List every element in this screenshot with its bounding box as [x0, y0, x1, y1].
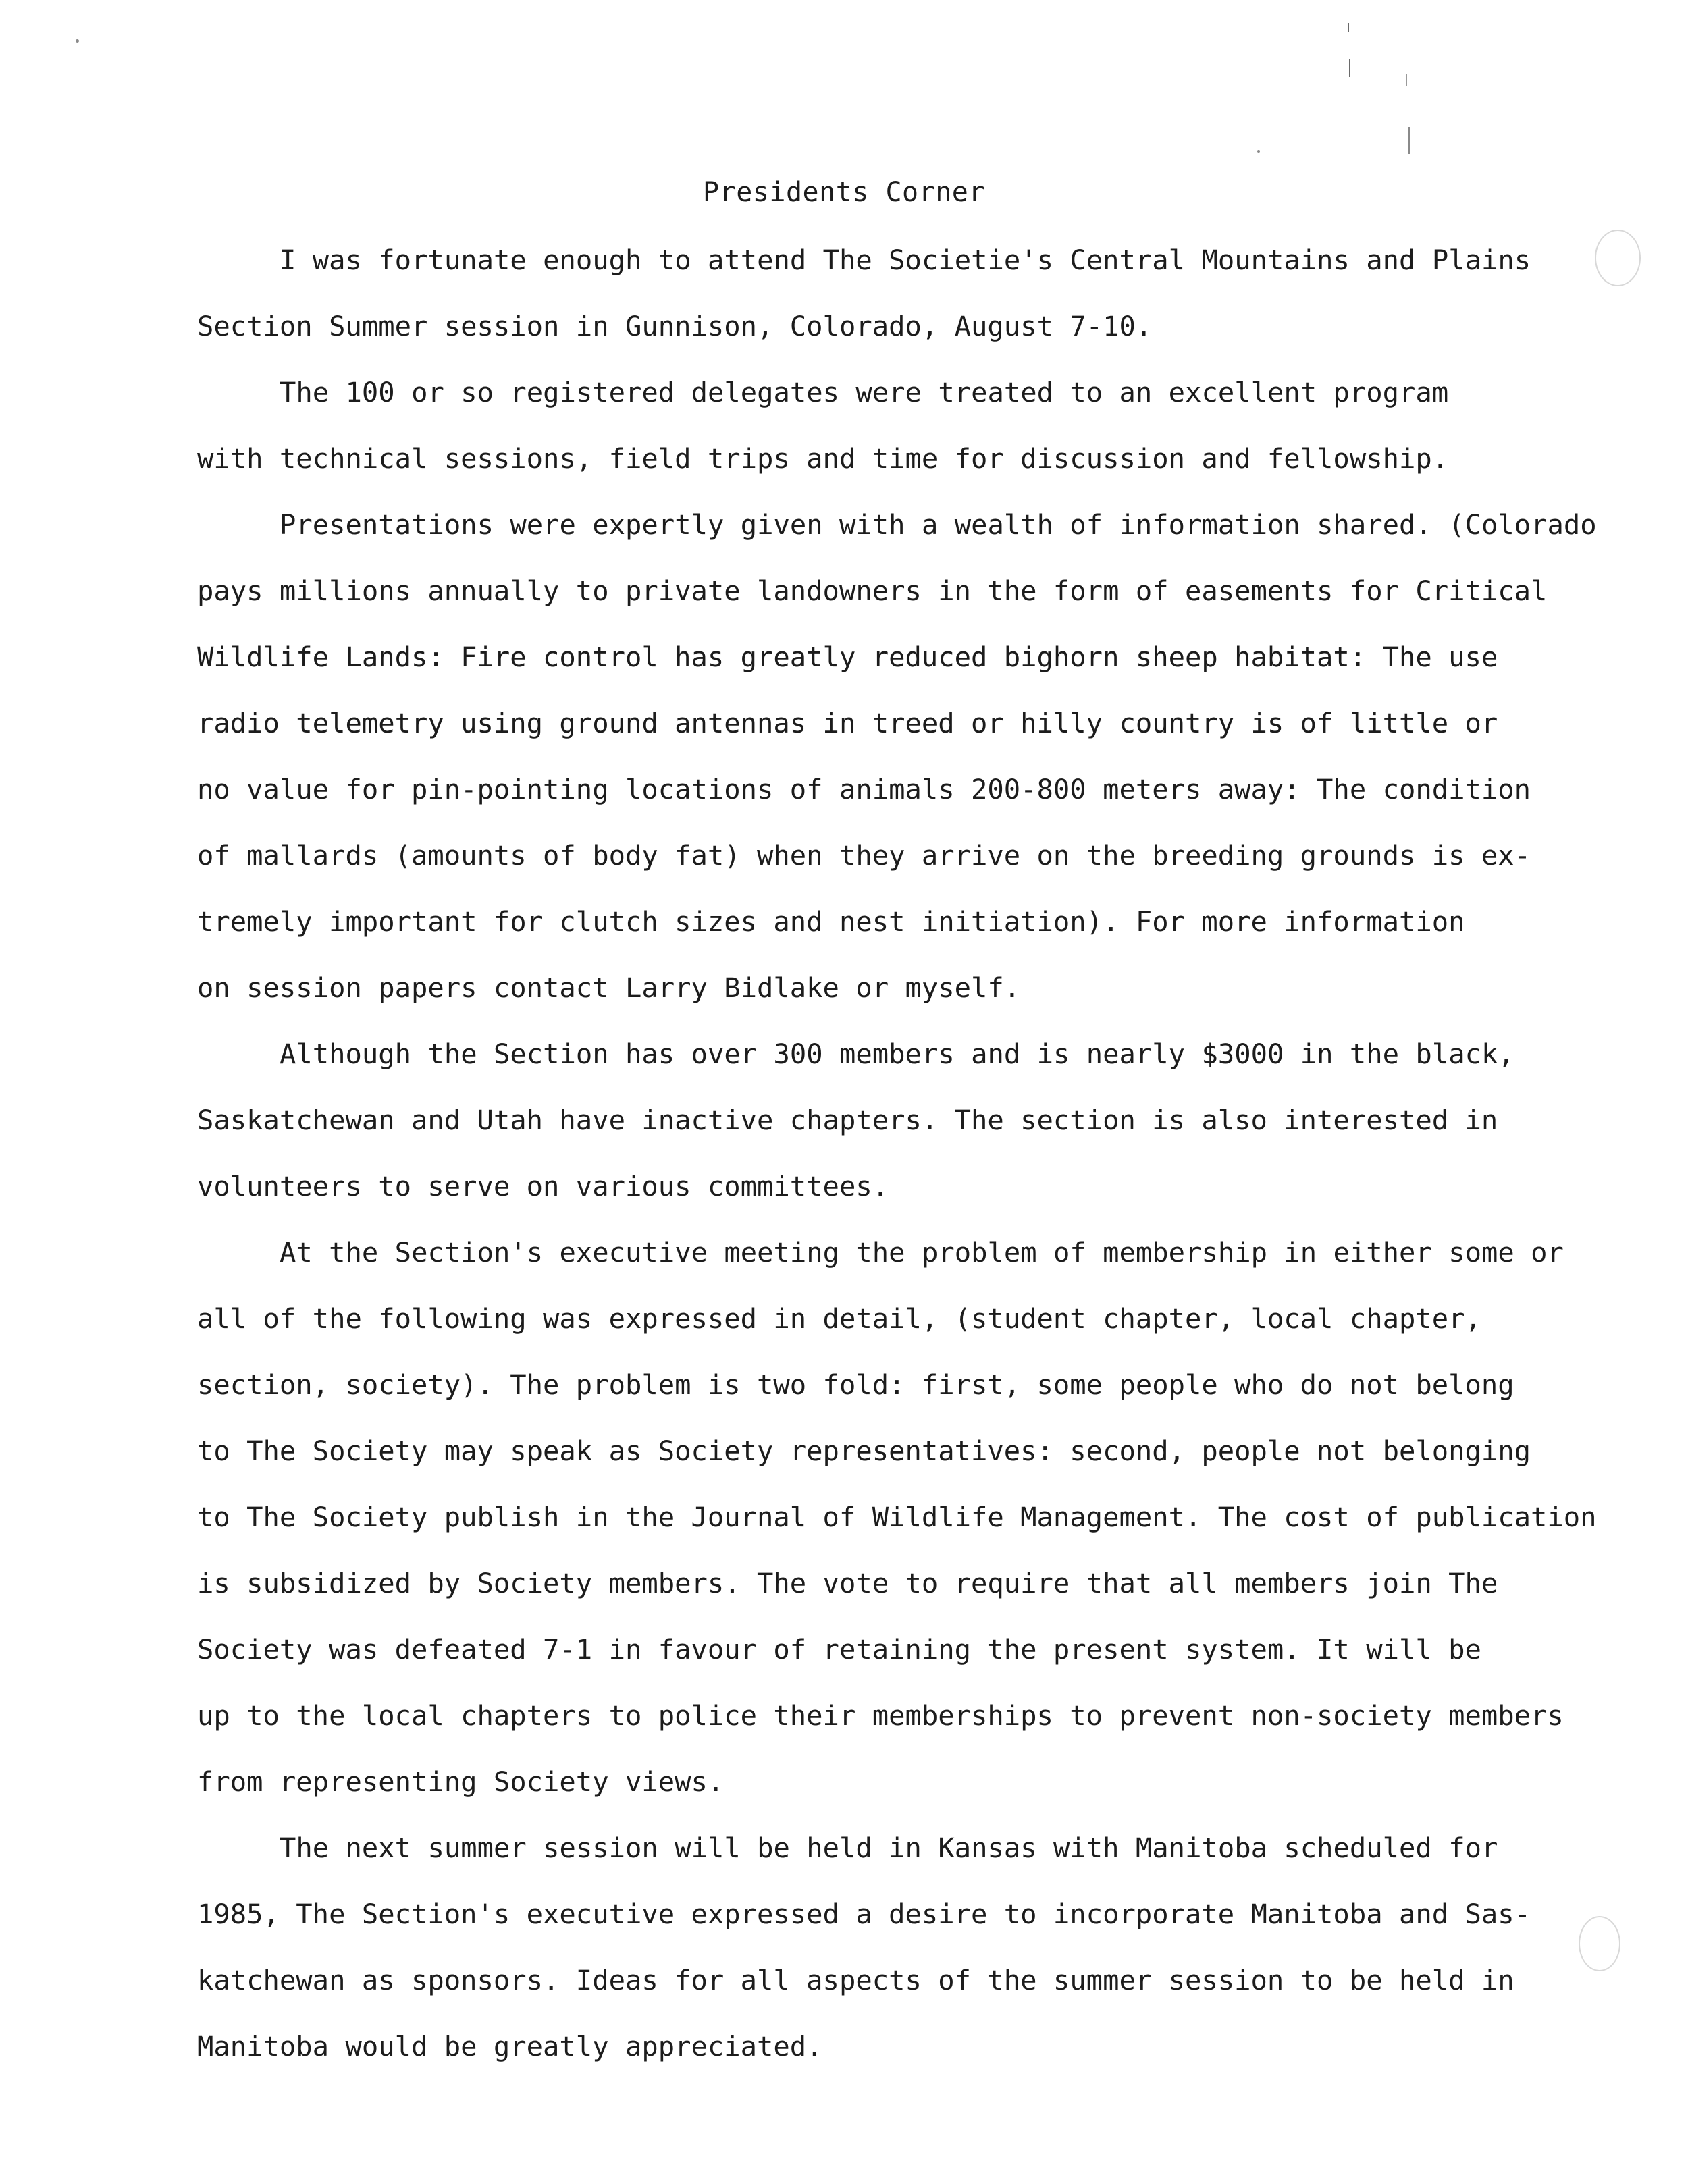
text-line: Wildlife Lands: Fire control has greatly reduced bighorn sheep habitat: The use [197, 641, 1498, 673]
text-line: on session papers contact Larry Bidlake or myself. [197, 971, 1021, 1004]
text-line: Manitoba would be greatly appreciated. [197, 2030, 823, 2062]
text-line: I was fortunate enough to attend The Societie's Central Mountains and Plains [280, 244, 1531, 276]
scan-mark [1408, 127, 1410, 154]
text-line: pays millions annually to private landowners in the form of easements for Critical [197, 575, 1548, 607]
text-line: radio telemetry using ground antennas in treed or hilly country is of little or [197, 707, 1498, 739]
text-line: Section Summer session in Gunnison, Colorado, August 7-10. [197, 310, 1153, 342]
text-line: At the Section's executive meeting the problem of membership in either some or [280, 1236, 1564, 1269]
text-line: volunteers to serve on various committees. [197, 1170, 889, 1202]
text-line: The 100 or so registered delegates were treated to an excellent program [280, 376, 1449, 408]
text-line: Saskatchewan and Utah have inactive chapters. The section is also interested in [197, 1104, 1498, 1136]
text-line: to The Society may speak as Society representatives: second, people not belonging [197, 1435, 1531, 1467]
text-line: of mallards (amounts of body fat) when they arrive on the breeding grounds is ex- [197, 839, 1531, 872]
scan-speck [76, 39, 79, 43]
text-line: katchewan as sponsors. Ideas for all aspects of the summer session to be held in [197, 1964, 1514, 1996]
text-line: section, society). The problem is two fold: first, some people who do not belong [197, 1368, 1514, 1401]
text-line: Presentations were expertly given with a wealth of information shared. (Colorado [280, 508, 1597, 541]
text-line: no value for pin-pointing locations of animals 200-800 meters away: The condition [197, 773, 1531, 805]
text-line: from representing Society views. [197, 1765, 724, 1798]
text-line: with technical sessions, field trips and time for discussion and fellowship. [197, 442, 1449, 475]
hole-punch-mark [1579, 1916, 1620, 1971]
scan-speck [1257, 150, 1260, 153]
text-line: tremely important for clutch sizes and nest initiation). For more information [197, 905, 1465, 938]
scan-mark [1406, 74, 1407, 86]
text-line: is subsidized by Society members. The vote to require that all members join The [197, 1567, 1498, 1599]
hole-punch-mark [1595, 230, 1641, 286]
text-line: Although the Section has over 300 members and is nearly $3000 in the black, [280, 1038, 1514, 1070]
text-line: 1985, The Section's executive expressed a desire to incorporate Manitoba and Sas- [197, 1898, 1531, 1930]
text-line: all of the following was expressed in detail, (student chapter, local chapter, [197, 1302, 1481, 1335]
scan-mark [1348, 23, 1349, 32]
text-line: up to the local chapters to police their memberships to prevent non-society members [197, 1699, 1564, 1732]
text-line: to The Society publish in the Journal of Wildlife Management. The cost of publication [197, 1501, 1597, 1533]
page-title: Presidents Corner [703, 177, 985, 208]
text-line: The next summer session will be held in Kansas with Manitoba scheduled for [280, 1832, 1498, 1864]
text-line: Society was defeated 7-1 in favour of retaining the present system. It will be [197, 1633, 1481, 1666]
scan-mark [1349, 59, 1350, 77]
